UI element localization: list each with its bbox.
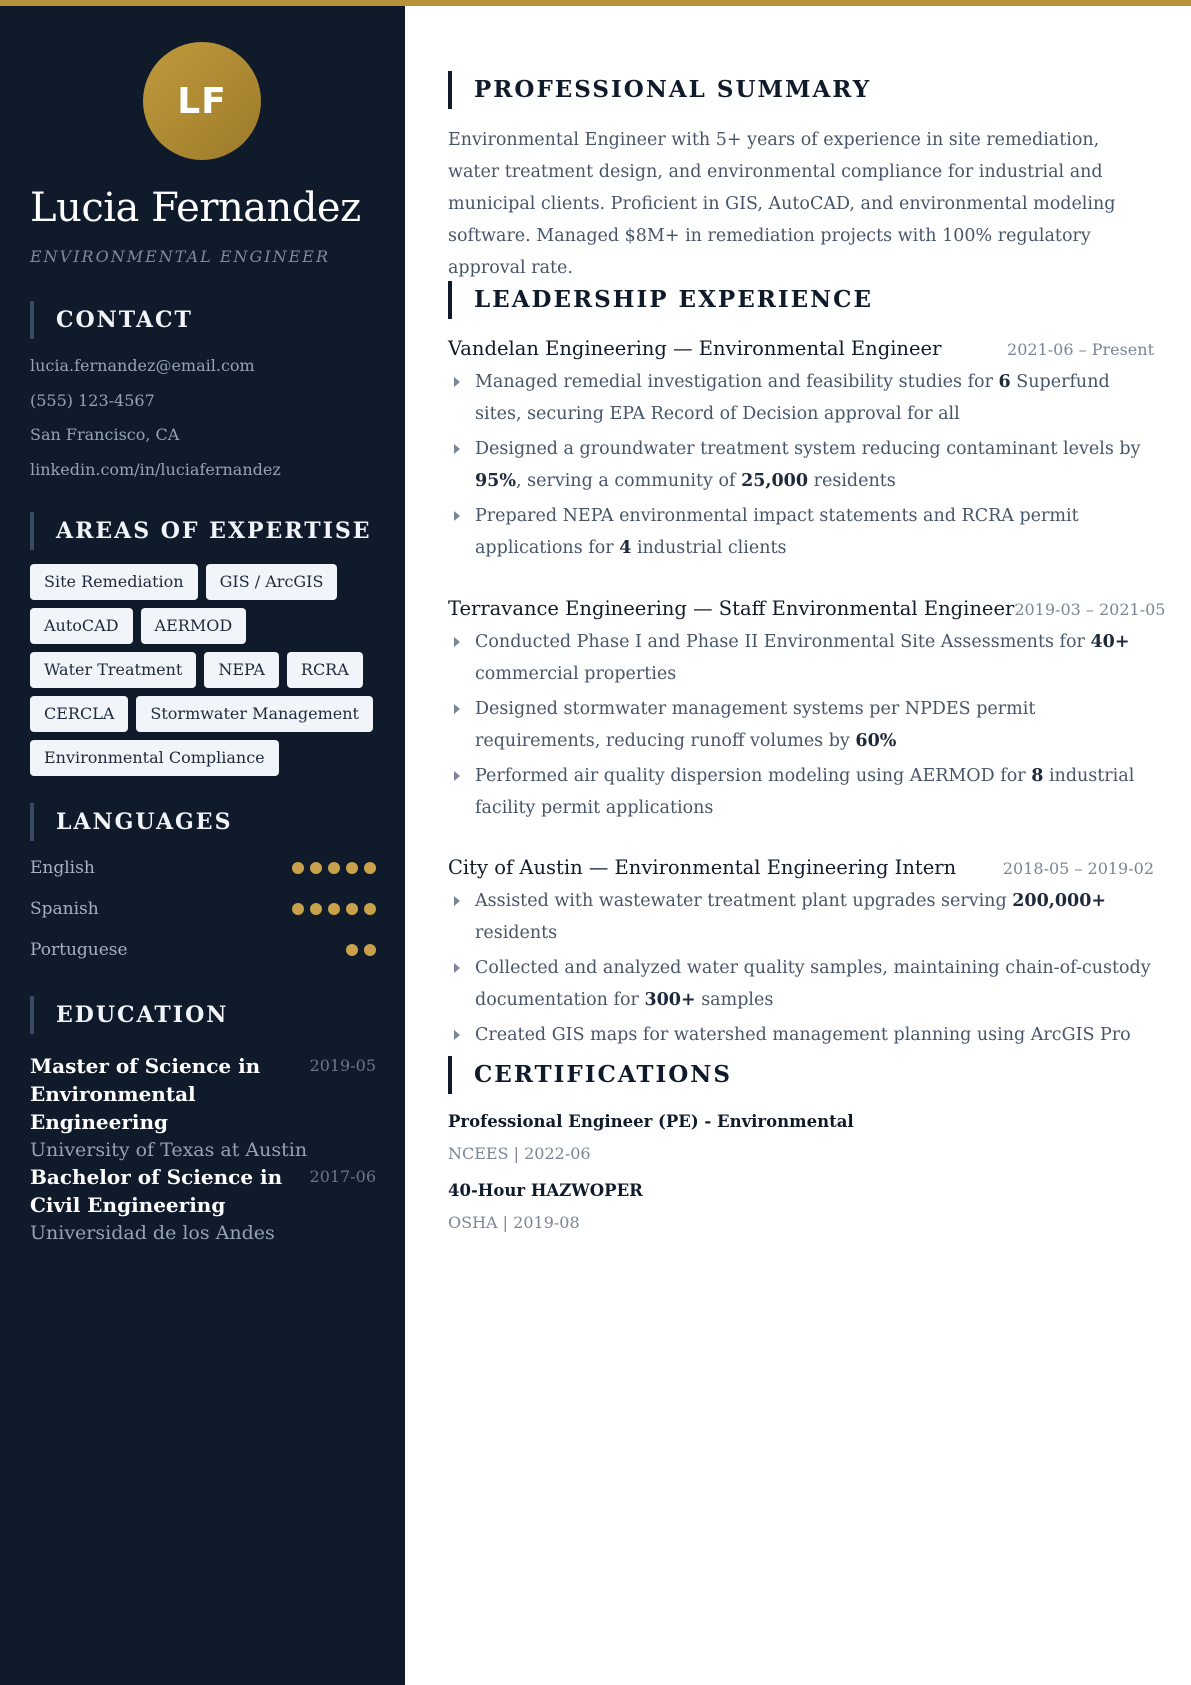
job-date: 2021-06 – Present [1007,340,1154,359]
education-degree: Bachelor of Science in Civil Engineering [30,1165,283,1217]
job-entry [448,597,1166,827]
experience-heading: LEADERSHIP EXPERIENCE [448,281,873,319]
job-bullet: Managed remedial investigation and feasibility studies for 6 Superfund sites, securing EPA Record of Decision approval for all [448,366,1154,430]
education-degree: Master of Science in Environmental Engineering [30,1054,261,1134]
education-entry [30,1052,376,1164]
job-bullets [448,366,1154,564]
job-bullet: Designed a groundwater treatment system reducing contaminant levels by 95%, serving a community of 25,000 residents [448,433,1154,497]
proficiency-dot [310,862,322,874]
job-bullet: Designed stormwater management systems per NPDES permit requirements, reducing runoff volumes by 60% [448,693,1154,757]
language-level-dots [292,862,376,874]
contact-heading: CONTACT [30,301,193,339]
avatar [143,42,261,160]
expertise-heading: AREAS OF EXPERTISE [30,512,372,550]
education-date: 2019-05 [309,1056,376,1075]
job-title: City of Austin — Environmental Engineering Intern [448,856,957,879]
language-row [30,899,376,919]
proficiency-dot [310,903,322,915]
education-heading: EDUCATION [30,996,228,1034]
job-entry [448,337,1154,567]
top-accent-bar [0,0,1191,6]
proficiency-dot [328,903,340,915]
language-name: English [30,858,95,878]
certification-name: Professional Engineer (PE) - Environmental [448,1112,854,1131]
language-row [30,940,376,960]
language-level-dots [346,944,376,956]
education-school: University of Texas at Austin [30,1139,308,1161]
candidate-role: ENVIRONMENTAL ENGINEER [30,247,331,266]
expertise-tag: CERCLA [30,696,128,732]
languages-heading: LANGUAGES [30,803,232,841]
job-title: Vandelan Engineering — Environmental Engineer [448,337,942,360]
proficiency-dot [346,862,358,874]
proficiency-dot [364,944,376,956]
job-bullets [448,885,1154,1051]
avatar-initials: LF [177,80,227,122]
contact-linkedin[interactable]: linkedin.com/in/luciafernandez [30,460,281,479]
job-bullet: Performed air quality dispersion modeling using AERMOD for 8 industrial facility permit applications [448,760,1154,824]
summary-heading: PROFESSIONAL SUMMARY [448,71,871,109]
proficiency-dot [364,862,376,874]
contact-location: San Francisco, CA [30,425,180,444]
proficiency-dot [292,903,304,915]
expertise-tag: Water Treatment [30,652,196,688]
contact-email[interactable]: lucia.fernandez@email.com [30,356,255,375]
language-level-dots [292,903,376,915]
job-bullet: Assisted with wastewater treatment plant upgrades serving 200,000+ residents [448,885,1154,949]
expertise-tag: AERMOD [141,608,247,644]
expertise-tags [30,564,380,776]
job-bullet: Conducted Phase I and Phase II Environmental Site Assessments for 40+ commercial properties [448,626,1154,690]
education-entry [30,1163,376,1247]
candidate-name: Lucia Fernandez [30,185,361,231]
expertise-tag: Site Remediation [30,564,198,600]
job-bullet: Created GIS maps for watershed management planning using ArcGIS Pro [448,1019,1154,1051]
expertise-tag: AutoCAD [30,608,133,644]
expertise-tag: GIS / ArcGIS [206,564,338,600]
job-date: 2019-03 – 2021-05 [1014,600,1166,619]
language-name: Portuguese [30,940,128,960]
expertise-tag: NEPA [204,652,279,688]
certification-entry [448,1109,1148,1167]
proficiency-dot [346,944,358,956]
sidebar [0,0,405,1685]
certification-meta: OSHA | 2019-08 [448,1213,580,1232]
education-date: 2017-06 [309,1167,376,1186]
job-bullet: Prepared NEPA environmental impact statements and RCRA permit applications for 4 industrial clients [448,500,1154,564]
certifications-heading: CERTIFICATIONS [448,1056,732,1094]
proficiency-dot [364,903,376,915]
certification-entry [448,1178,1148,1236]
job-bullets [448,626,1154,824]
expertise-tag: RCRA [287,652,363,688]
summary-text: Environmental Engineer with 5+ years of experience in site remediation, water treatment design, and environmental compliance for industrial and municipal clients. Proficient in GIS, AutoCAD, and environmental modeling software. Managed $8M+ in remediation projects with 100% regulatory approval rate. [448,130,1116,278]
expertise-tag: Stormwater Management [136,696,373,732]
contact-phone: (555) 123-4567 [30,391,155,410]
job-entry [448,856,1154,1054]
certification-meta: NCEES | 2022-06 [448,1144,591,1163]
certification-name: 40-Hour HAZWOPER [448,1181,643,1200]
expertise-tag: Environmental Compliance [30,740,279,776]
education-school: Universidad de los Andes [30,1222,275,1244]
proficiency-dot [328,862,340,874]
job-bullet: Collected and analyzed water quality samples, maintaining chain-of-custody documentation for 300+ samples [448,952,1154,1016]
proficiency-dot [292,862,304,874]
language-name: Spanish [30,899,99,919]
proficiency-dot [346,903,358,915]
job-date: 2018-05 – 2019-02 [1002,859,1154,878]
language-row [30,858,376,878]
job-title: Terravance Engineering — Staff Environmental Engineer [448,597,1015,620]
